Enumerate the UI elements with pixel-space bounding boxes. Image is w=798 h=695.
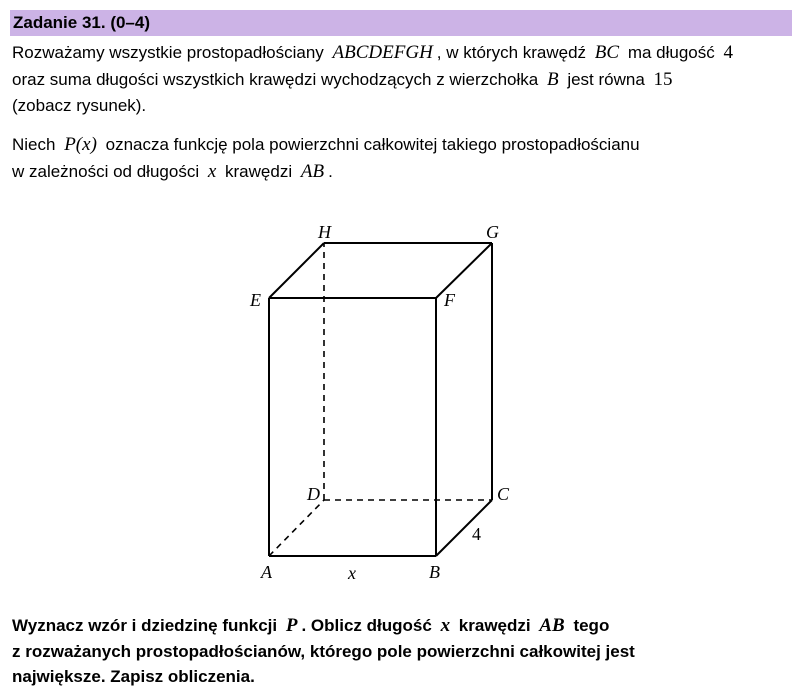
- edge-ab-label: x: [348, 563, 356, 583]
- math-prism-name: ABCDEFGH: [332, 42, 433, 63]
- problem-line-2: oraz suma długości wszystkich krawędzi wychodzących z wierzchołka B jest równa 15: [12, 67, 677, 93]
- math-sum-value: 15: [653, 69, 673, 90]
- math-var-x: x: [207, 161, 217, 182]
- vertex-c-label: C: [497, 484, 510, 504]
- math-edge-bc: BC: [594, 42, 620, 63]
- problem-line-3: (zobacz rysunek).: [12, 96, 147, 115]
- edge-he: [269, 243, 324, 298]
- problem-line-5: w zależności od długości x krawędzi AB .: [12, 161, 333, 182]
- math-edge-bc-length: 4: [723, 42, 733, 63]
- vertex-g-label: G: [486, 222, 499, 242]
- math-function-p-bold: P: [285, 615, 298, 636]
- math-vertex-b: B: [546, 69, 559, 90]
- problem-line-1: Rozważamy wszystkie prostopadłościany ABCDEFGH , w których krawędź BC ma długość 4: [12, 40, 737, 66]
- vertex-e-label: E: [250, 290, 261, 310]
- edge-ad: [269, 500, 324, 556]
- instruction-line-3: największe. Zapisz obliczenia.: [12, 667, 255, 686]
- problem-line-4: Niech P(x) oznacza funkcję pola powierzchni całkowitej takiego prostopadłościanu: [12, 134, 640, 155]
- instruction-line-2: z rozważanych prostopadłościanów, którego pole powierzchni całkowitej jest: [12, 642, 635, 661]
- vertex-b-label: B: [429, 562, 440, 582]
- edge-bc-label: 4: [472, 524, 481, 544]
- vertex-f-label: F: [444, 290, 455, 310]
- vertex-a-label: A: [261, 562, 272, 582]
- instruction-line-1: Wyznacz wzór i dziedzinę funkcji P . Oblicz długość x krawędzi AB tego: [12, 615, 610, 636]
- edge-bc: [436, 500, 492, 556]
- task-title: Zadanie 31. (0–4): [13, 13, 151, 32]
- math-function-p: P(x): [64, 134, 97, 155]
- vertex-d-label: D: [307, 484, 320, 504]
- vertex-h-label: H: [318, 222, 331, 242]
- math-edge-ab: AB: [300, 161, 325, 182]
- math-edge-ab-bold: AB: [539, 615, 565, 636]
- math-var-x-bold: x: [440, 615, 451, 636]
